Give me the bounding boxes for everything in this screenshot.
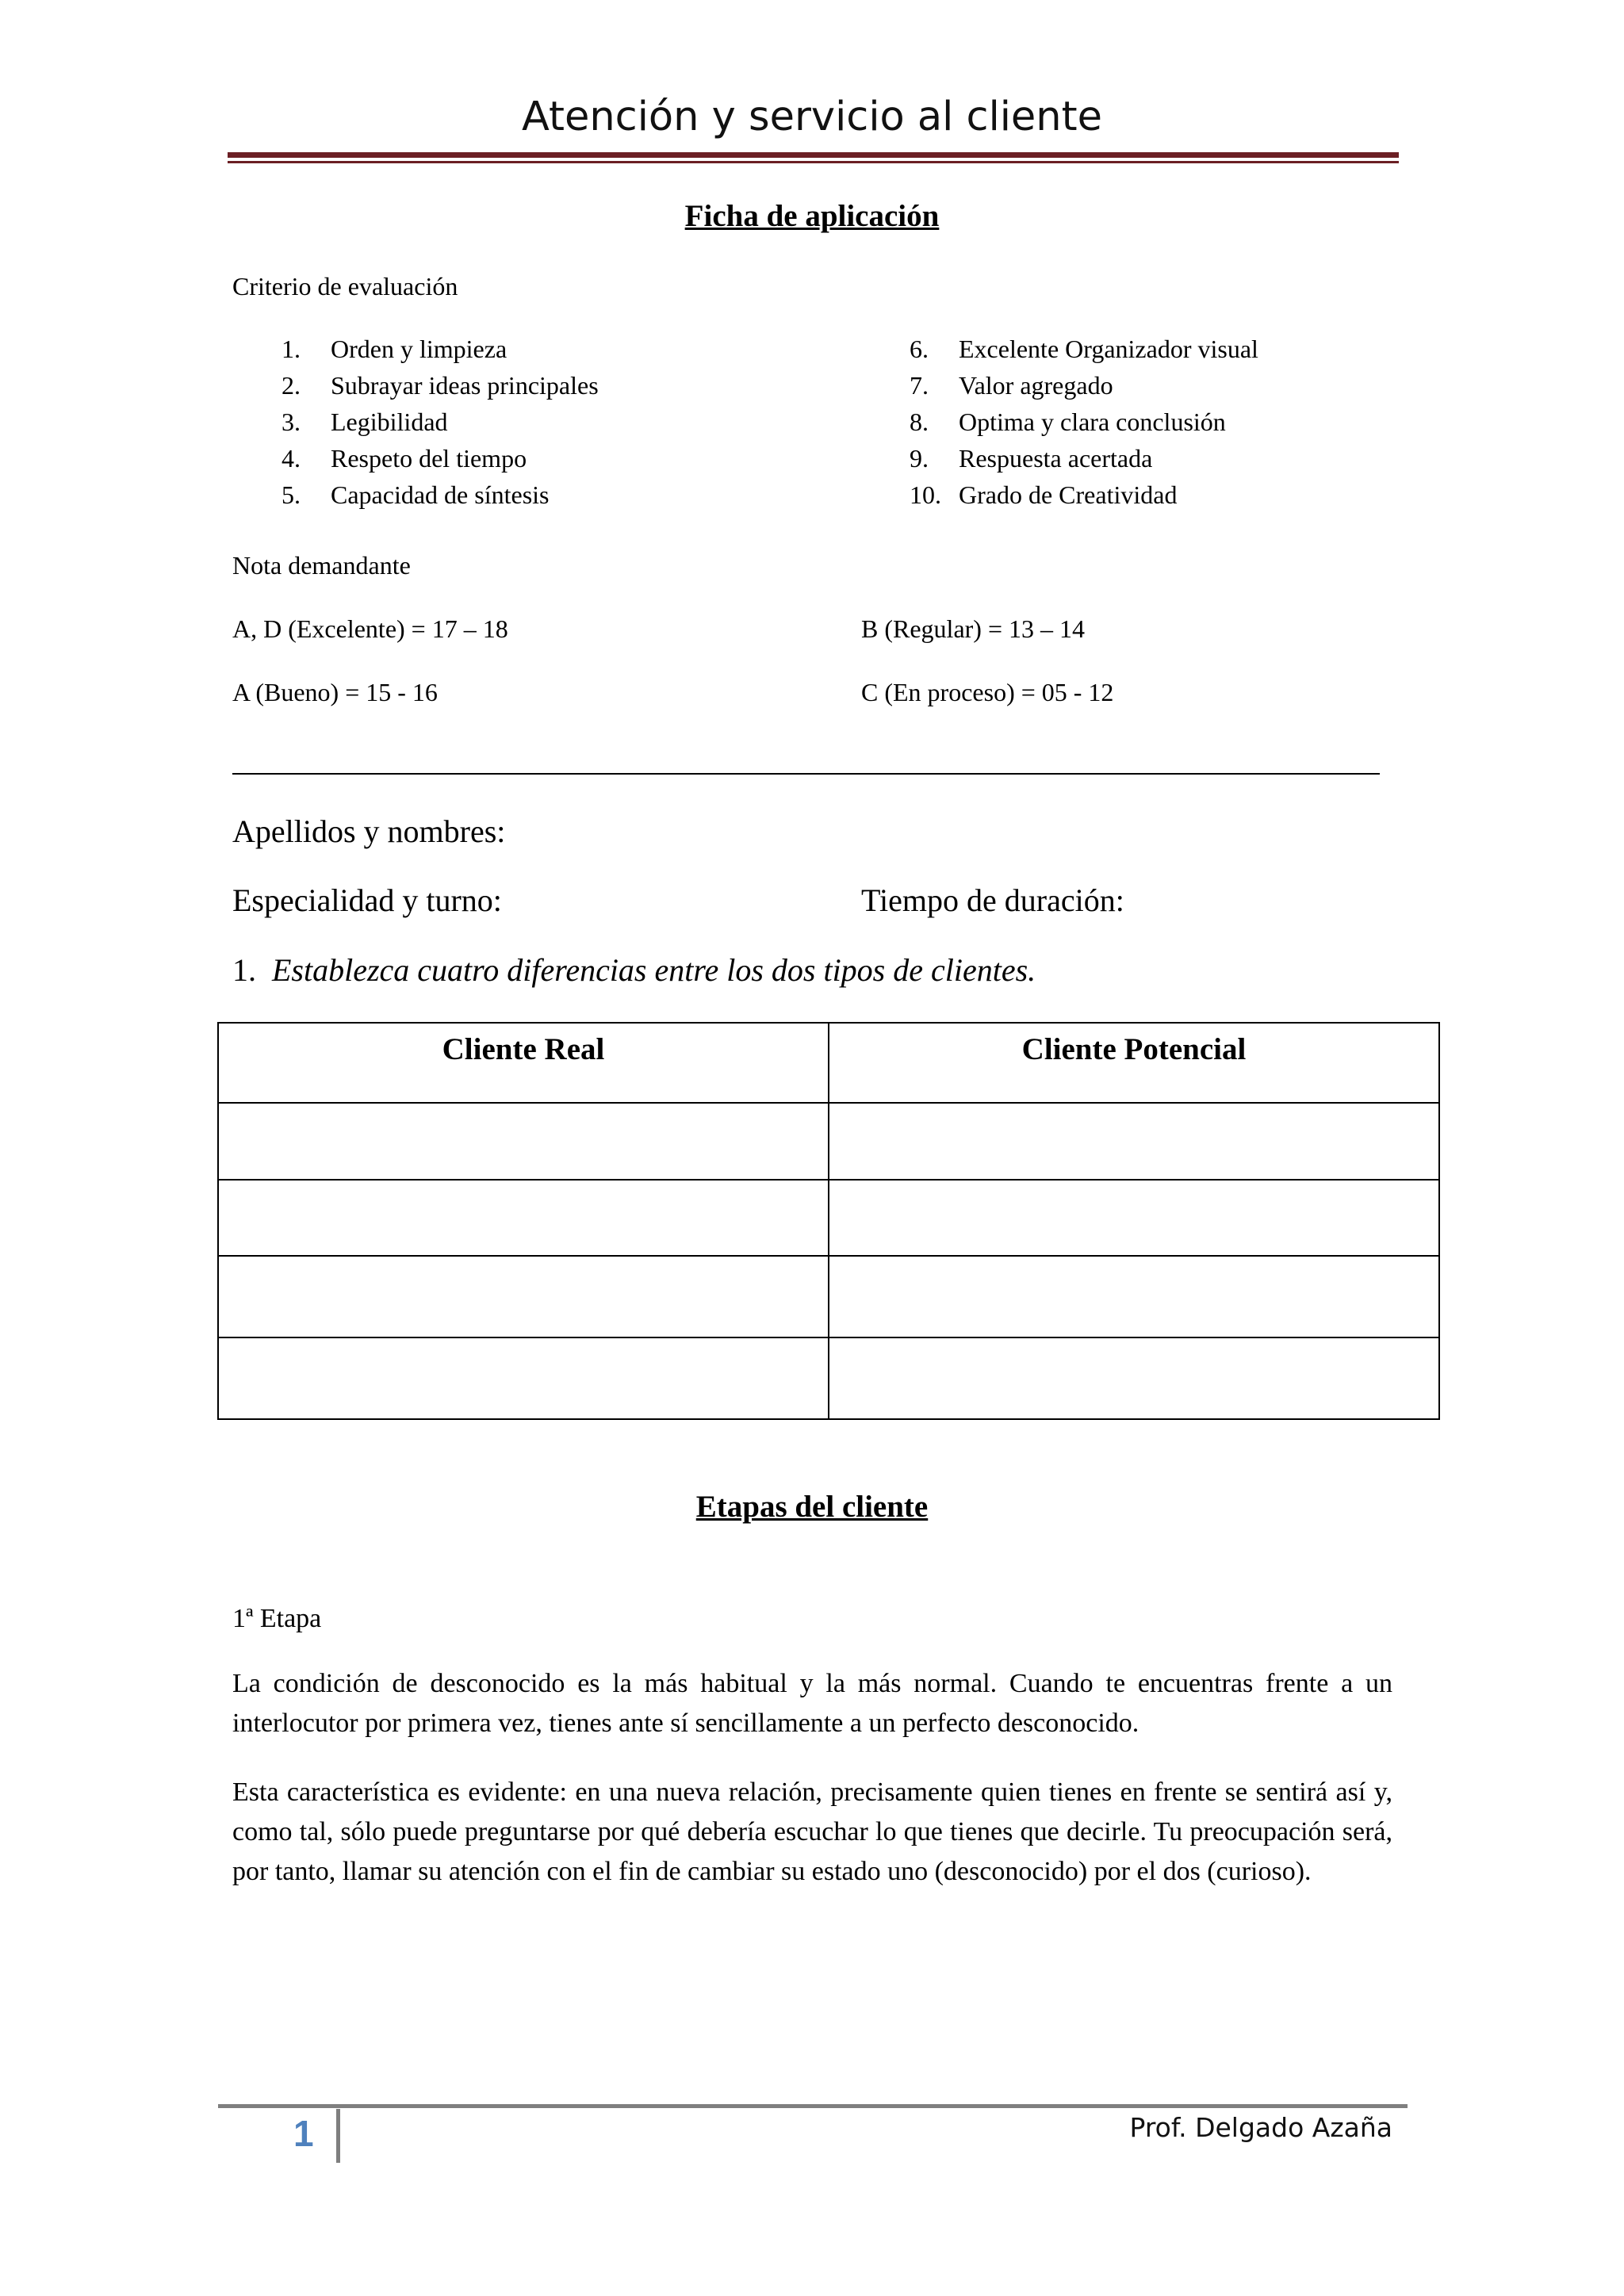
criteria-label: Criterio de evaluación [232, 272, 458, 300]
table-cell[interactable] [218, 1103, 829, 1180]
criteria-item: 10. Grado de Creatividad [910, 480, 1178, 509]
table-row [218, 1256, 1439, 1337]
header-cliente-potencial: Cliente Potencial [829, 1023, 1439, 1103]
name-label: Apellidos y nombres: [232, 813, 506, 849]
header-rule-thick [228, 152, 1399, 158]
footer-separator [336, 2109, 340, 2163]
grade-regular: B (Regular) = 13 – 14 [861, 614, 1085, 643]
criteria-item: 5. Capacidad de síntesis [282, 480, 550, 509]
header-rule-thin [228, 161, 1399, 163]
footer-author: Prof. Delgado Azaña [1129, 2112, 1392, 2143]
table-header-row [218, 1023, 1439, 1103]
grade-bueno: A (Bueno) = 15 - 16 [232, 678, 438, 706]
criteria-item: 6. Excelente Organizador visual [910, 335, 1258, 363]
section-divider [232, 773, 1380, 775]
table-row [218, 1180, 1439, 1257]
question-number: 1. [232, 952, 256, 988]
criteria-item: 9. Respuesta acertada [910, 444, 1153, 473]
question-1 [232, 951, 1036, 989]
criteria-item: 3. Legibilidad [282, 408, 448, 436]
header-cliente-real: Cliente Real [218, 1023, 829, 1103]
etapas-title: Etapas del cliente [695, 1490, 929, 1524]
page-number: 1 [293, 2113, 314, 2154]
criteria-list-right [910, 331, 1258, 513]
criteria-list-left [282, 331, 599, 513]
table-cell[interactable] [829, 1337, 1439, 1419]
table-cell[interactable] [829, 1180, 1439, 1257]
header-title: Atención y servicio al cliente [521, 94, 1102, 140]
paragraph-2: Esta característica es evidente: en una nueva relación, precisamente quien tienes en frente se sentirá así y, como tal, sólo puede preguntarse por qué debería escuchar lo que tienes que decirle. Tu preocupación será, por tanto, llamar su atención con el fin de cambiar su estado uno (desconocido) por el dos (curioso). [232, 1777, 1392, 1886]
ficha-title: Ficha de aplicación [684, 199, 940, 233]
table-cell[interactable] [218, 1256, 829, 1337]
question-text: Establezca cuatro diferencias entre los dos tipos de clientes. [272, 952, 1036, 988]
footer-rule [218, 2104, 1408, 2108]
table-row [218, 1103, 1439, 1180]
paragraph-1: La condición de desconocido es la más habitual y la más normal. Cuando te encuentras frente a un interlocutor por primera vez, tienes ante sí sencillamente a un perfecto desconocido. [232, 1669, 1392, 1738]
grade-excelente: A, D (Excelente) = 17 – 18 [232, 614, 508, 643]
criteria-item: 4. Respeto del tiempo [282, 444, 527, 473]
table-cell[interactable] [829, 1256, 1439, 1337]
duration-label: Tiempo de duración: [861, 882, 1124, 918]
table-row [218, 1337, 1439, 1419]
criteria-item: 2. Subrayar ideas principales [282, 371, 599, 400]
criteria-item: 7. Valor agregado [910, 371, 1113, 400]
criteria-item: 1. Orden y limpieza [282, 335, 508, 363]
grade-en-proceso: C (En proceso) = 05 - 12 [861, 678, 1114, 706]
clients-table [217, 1022, 1440, 1420]
nota-label: Nota demandante [232, 551, 411, 580]
specialty-label: Especialidad y turno: [232, 882, 502, 918]
criteria-item: 8. Optima y clara conclusión [910, 408, 1226, 436]
table-cell[interactable] [218, 1180, 829, 1257]
stage-label: 1ª Etapa [232, 1604, 322, 1633]
table-cell[interactable] [829, 1103, 1439, 1180]
table-cell[interactable] [218, 1337, 829, 1419]
